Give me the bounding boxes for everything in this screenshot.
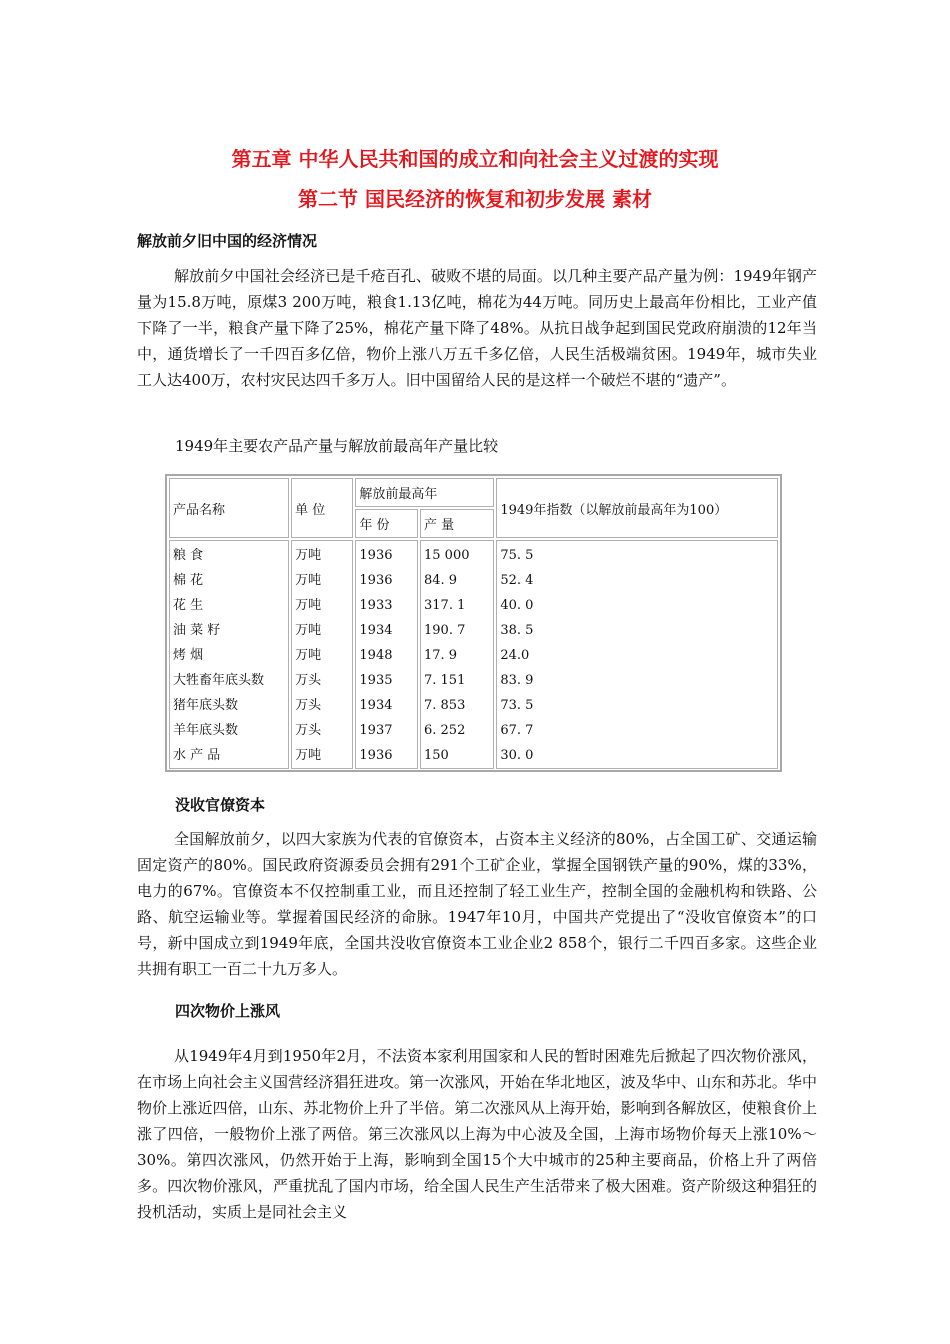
table-cell: 7. 853 xyxy=(424,698,466,713)
table-cell: 1934 xyxy=(359,698,393,713)
table-cell: 190. 7 xyxy=(424,623,466,638)
table-cell: 万吨 xyxy=(295,648,322,663)
comparison-table xyxy=(165,474,782,772)
table-cell: 1935 xyxy=(359,673,393,688)
table-cell: 17. 9 xyxy=(424,648,458,663)
column-units xyxy=(291,540,353,769)
table-cell: 6. 252 xyxy=(424,723,466,738)
heading-price-surges: 四次物价上涨风 xyxy=(175,1002,281,1020)
section-title: 第二节 国民经济的恢复和初步发展 素材 xyxy=(298,187,652,211)
table-cell: 84. 9 xyxy=(424,573,458,588)
paragraph-economic-situation: 解放前夕中国社会经济已是千疮百孔、破败不堪的局面。以几种主要产品产量为例：1949年钢产量为15.8万吨，原煤3 200万吨，粮食1.13亿吨，棉花为44万吨。同历史上最高年份相比，工业产值下降了一半，粮食产量下降了25%，棉花产量下降了48%。从抗日战争起到国民党政府崩溃的12年当中，通货增长了一千四百多亿倍，物价上涨八万五千多亿倍，人民生活极端贫困。1949年，城市失业工人达400万，农村灾民达四千多万人。旧中国留给人民的是这样一个破烂不堪的“遗产”。 xyxy=(137,267,817,389)
table-cell: 万吨 xyxy=(295,623,322,638)
table-cell: 羊年底头数 xyxy=(173,723,239,738)
table-cell: 烤 烟 xyxy=(173,648,204,663)
table-cell: 万头 xyxy=(295,673,322,688)
table-caption: 1949年主要农产品产量与解放前最高年产量比较 xyxy=(175,437,499,455)
paragraph-price-surges: 从1949年4月到1950年2月，不法资本家利用国家和人民的暂时困难先后掀起了四次物价涨风，在市场上向社会主义国营经济猖狂进攻。第一次涨风，开始在华北地区，波及华中、山东和苏北。华中物价上涨近四倍，山东、苏北物价上升了半倍。第二次涨风从上海开始，影响到各解放区，使粮食价上涨了四倍，一般物价上涨了两倍。第三次涨风以上海为中心波及全国，上海市场物价每天上涨10%～30%。第四次涨风，仍然开始于上海，影响到全国15个大中城市的25种主要商品，价格上升了两倍多。四次物价涨风，严重扰乱了国内市场，给全国人民生产生活带来了极大困难。资产阶级这种猖狂的投机活动，实质上是同社会主义 xyxy=(137,1047,817,1221)
table-cell: 7. 151 xyxy=(424,673,466,688)
table-cell: 38. 5 xyxy=(500,623,534,638)
table-cell: 大牲畜年底头数 xyxy=(173,673,265,688)
table-cell: 万吨 xyxy=(295,573,322,588)
column-outputs xyxy=(420,540,494,769)
table-cell: 1948 xyxy=(359,648,393,663)
header-year: 年 份 xyxy=(355,509,418,538)
table-cell: 猪年底头数 xyxy=(173,698,239,713)
table-cell: 1934 xyxy=(359,623,393,638)
header-product-name: 产品名称 xyxy=(169,478,289,538)
header-1949-index: 1949年指数（以解放前最高年为100） xyxy=(496,478,778,538)
table-cell: 30. 0 xyxy=(500,748,534,763)
table-cell: 1936 xyxy=(359,573,393,588)
table-cell: 150 xyxy=(424,748,449,763)
heading-confiscate-capital: 没收官僚资本 xyxy=(175,796,266,814)
table-cell: 万头 xyxy=(295,698,322,713)
table-cell: 1936 xyxy=(359,748,393,763)
column-product-names xyxy=(169,540,289,769)
table-cell: 万吨 xyxy=(295,748,322,763)
table-cell: 花 生 xyxy=(173,598,204,613)
table-cell: 52. 4 xyxy=(500,573,534,588)
table-cell: 万吨 xyxy=(295,598,322,613)
table-cell: 粮 食 xyxy=(173,548,204,563)
table-cell: 75. 5 xyxy=(500,548,534,563)
table-cell: 15 000 xyxy=(424,548,470,563)
table-cell: 1933 xyxy=(359,598,393,613)
paragraph-confiscate-capital: 全国解放前夕，以四大家族为代表的官僚资本，占资本主义经济的80%，占全国工矿、交通运输固定资产的80%。国民政府资源委员会拥有291个工矿企业，掌握全国钢铁产量的90%，煤的33%，电力的67%。官僚资本不仅控制重工业，而且还控制了轻工业生产，控制全国的金融机构和铁路、公路、航空运输业等。掌握着国民经济的命脉。1947年10月，中国共产党提出了“没收官僚资本”的口号，新中国成立到1949年底，全国共没收官僚资本工业企业2 858个，银行二千四百多家。这些企业共拥有职工一百二十九万多人。 xyxy=(137,830,817,978)
header-output: 产 量 xyxy=(420,509,494,538)
header-peak-year-group: 解放前最高年 xyxy=(355,478,494,507)
table-cell: 317. 1 xyxy=(424,598,466,613)
table-cell: 油 菜 籽 xyxy=(173,623,221,638)
table-cell: 万头 xyxy=(295,723,322,738)
table-cell: 67. 7 xyxy=(500,723,534,738)
table-cell: 40. 0 xyxy=(500,598,534,613)
table-cell: 83. 9 xyxy=(500,673,534,688)
header-unit: 单 位 xyxy=(291,478,353,538)
table-cell: 1937 xyxy=(359,723,393,738)
table-cell: 棉 花 xyxy=(173,573,204,588)
heading-economic-situation: 解放前夕旧中国的经济情况 xyxy=(137,232,318,250)
table-cell: 万吨 xyxy=(295,548,322,563)
table-cell: 73. 5 xyxy=(500,698,534,713)
table-cell: 1936 xyxy=(359,548,393,563)
chapter-title: 第五章 中华人民共和国的成立和向社会主义过渡的实现 xyxy=(231,147,719,171)
column-indices xyxy=(496,540,778,769)
table-cell: 水 产 品 xyxy=(173,748,221,763)
column-years xyxy=(355,540,418,769)
table-cell: 24.0 xyxy=(500,648,530,663)
